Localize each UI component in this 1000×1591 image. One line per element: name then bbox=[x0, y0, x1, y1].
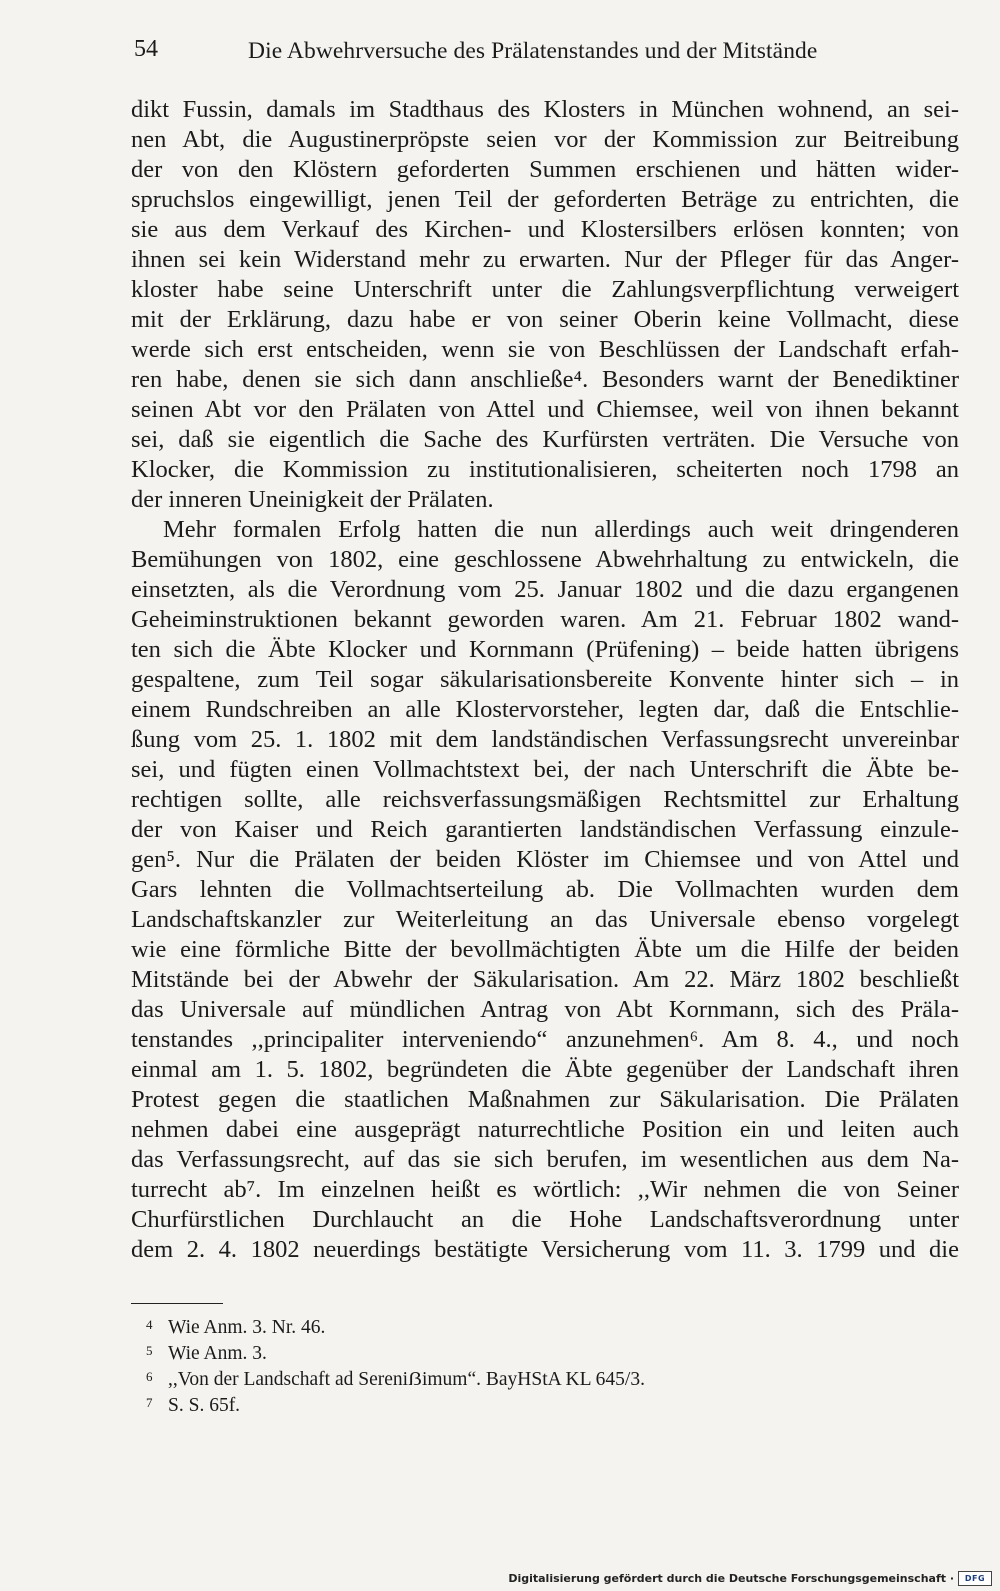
digitization-notice bbox=[508, 1571, 992, 1586]
text-line: Landschaftskanzler zur Weiterleitung an das Universale ebenso vorgelegt bbox=[131, 906, 959, 933]
text-line: kloster habe seine Unterschrift unter die Zahlungsverpflichtung verweigert bbox=[131, 276, 959, 303]
footnote-text: Wie Anm. 3. Nr. 46. bbox=[168, 1317, 326, 1338]
text-line: Mitstände bei der Abwehr der Säkularisation. Am 22. März 1802 beschließt bbox=[131, 966, 959, 993]
text-line: Mehr formalen Erfolg hatten die nun allerdings auch weit dringenderen bbox=[163, 516, 959, 543]
running-head: Die Abwehrversuche des Prälatenstandes und der Mitstände bbox=[248, 38, 818, 64]
footnote-number: 5 bbox=[146, 1343, 153, 1358]
text-line: dem 2. 4. 1802 neuerdings bestätigte Versicherung vom 11. 3. 1799 und die bbox=[131, 1236, 959, 1263]
text-line: Klocker, die Kommission zu institutionalisieren, scheiterten noch 1798 an bbox=[131, 456, 959, 483]
text-line: seinen Abt vor den Prälaten von Attel und Chiemsee, weil von ihnen bekannt bbox=[131, 396, 959, 423]
text-line: Gars lehnten die Vollmachtserteilung ab. Die Vollmachten wurden dem bbox=[131, 876, 959, 903]
text-line: tenstandes ,,principaliter interveniendo“ anzunehmen⁶. Am 8. 4., und noch bbox=[131, 1026, 959, 1053]
text-line: Bemühungen von 1802, eine geschlossene Abwehrhaltung zu entwickeln, die bbox=[131, 546, 959, 573]
text-line: Geheiminstruktionen bekannt geworden waren. Am 21. Februar 1802 wand- bbox=[131, 606, 959, 633]
footnote-number: 4 bbox=[146, 1317, 153, 1332]
footnote bbox=[146, 1364, 846, 1390]
text-line: wie eine förmliche Bitte der bevollmächtigten Äbte um die Hilfe der beiden bbox=[131, 936, 959, 963]
text-line: turrecht ab⁷. Im einzelnen heißt es wörtlich: ,,Wir nehmen die von Seiner bbox=[131, 1176, 959, 1203]
text-line: der von Kaiser und Reich garantierten landständischen Verfassung einzule- bbox=[131, 816, 959, 843]
digitization-text: Digitalisierung gefördert durch die Deutsche Forschungsgemeinschaft · bbox=[508, 1572, 954, 1585]
footnote-text: ,,Von der Landschaft ad Sereniẞimum“. BayHStA KL 645/3. bbox=[168, 1369, 645, 1390]
text-line: gespaltene, zum Teil sogar säkularisationsbereite Konvente hinter sich – in bbox=[131, 666, 959, 693]
text-line: spruchslos eingewilligt, jenen Teil der geforderten Beträge zu entrichten, die bbox=[131, 186, 959, 213]
text-line: ten sich die Äbte Klocker und Kornmann (Prüfening) – beide hatten übrigens bbox=[131, 636, 959, 663]
text-line: Churfürstlichen Durchlaucht an die Hohe Landschaftsverordnung unter bbox=[131, 1206, 959, 1233]
text-line: das Verfassungsrecht, auf das sie sich berufen, im wesentlichen aus dem Na- bbox=[131, 1146, 959, 1173]
text-line: ren habe, denen sie sich dann anschließe⁴. Besonders warnt der Benediktiner bbox=[131, 366, 959, 393]
text-line: dikt Fussin, damals im Stadthaus des Klosters in München wohnend, an sei- bbox=[131, 96, 959, 123]
text-line: nen Abt, die Augustinerpröpste seien vor der Kommission zur Beitreibung bbox=[131, 126, 959, 153]
dfg-logo: DFG bbox=[958, 1571, 992, 1586]
text-line: werde sich erst entscheiden, wenn sie von Beschlüssen der Landschaft erfah- bbox=[131, 336, 959, 363]
text-line: gen⁵. Nur die Prälaten der beiden Klöster im Chiemsee und von Attel und bbox=[131, 846, 959, 873]
text-line: sie aus dem Verkauf des Kirchen- und Klostersilbers erlösen konnten; von bbox=[131, 216, 959, 243]
text-line: der inneren Uneinigkeit der Prälaten. bbox=[131, 486, 494, 513]
text-line: sei, daß sie eigentlich die Sache des Kurfürsten verträten. Die Versuche von bbox=[131, 426, 959, 453]
page-number: 54 bbox=[134, 36, 158, 62]
text-line: einsetzten, als die Verordnung vom 25. Januar 1802 und die dazu ergangenen bbox=[131, 576, 959, 603]
footnotes bbox=[146, 1312, 846, 1416]
footnote bbox=[146, 1338, 846, 1364]
text-line: ihnen sei kein Widerstand mehr zu erwarten. Nur der Pfleger für das Anger- bbox=[131, 246, 959, 273]
footnote-number: 6 bbox=[146, 1369, 153, 1384]
text-line: der von den Klöstern geforderten Summen erschienen und hätten wider- bbox=[131, 156, 959, 183]
text-line: sei, und fügten einen Vollmachtstext bei, der nach Unterschrift die Äbte be- bbox=[131, 756, 959, 783]
text-line: mit der Erklärung, dazu habe er von seiner Oberin keine Vollmacht, diese bbox=[131, 306, 959, 333]
text-line: Protest gegen die staatlichen Maßnahmen zur Säkularisation. Die Prälaten bbox=[131, 1086, 959, 1113]
text-line: nehmen dabei eine ausgeprägt naturrechtliche Position ein und leiten auch bbox=[131, 1116, 959, 1143]
text-line: einmal am 1. 5. 1802, begründeten die Äbte gegenüber der Landschaft ihren bbox=[131, 1056, 959, 1083]
footnote-number: 7 bbox=[146, 1395, 153, 1410]
text-line: einem Rundschreiben an alle Klostervorsteher, legten dar, daß die Entschlie- bbox=[131, 696, 959, 723]
text-line: das Universale auf mündlichen Antrag von Abt Kornmann, sich des Präla- bbox=[131, 996, 959, 1023]
text-line: rechtigen sollte, alle reichsverfassungsmäßigen Rechtsmittel zur Erhaltung bbox=[131, 786, 959, 813]
footnote bbox=[146, 1312, 846, 1338]
body-text bbox=[131, 95, 959, 1265]
footnote-text: S. S. 65f. bbox=[168, 1395, 241, 1416]
footnote bbox=[146, 1390, 846, 1416]
text-line: ßung vom 25. 1. 1802 mit dem landständischen Verfassungsrecht unvereinbar bbox=[131, 726, 959, 753]
footnote-divider bbox=[131, 1303, 223, 1304]
footnote-text: Wie Anm. 3. bbox=[168, 1343, 267, 1364]
